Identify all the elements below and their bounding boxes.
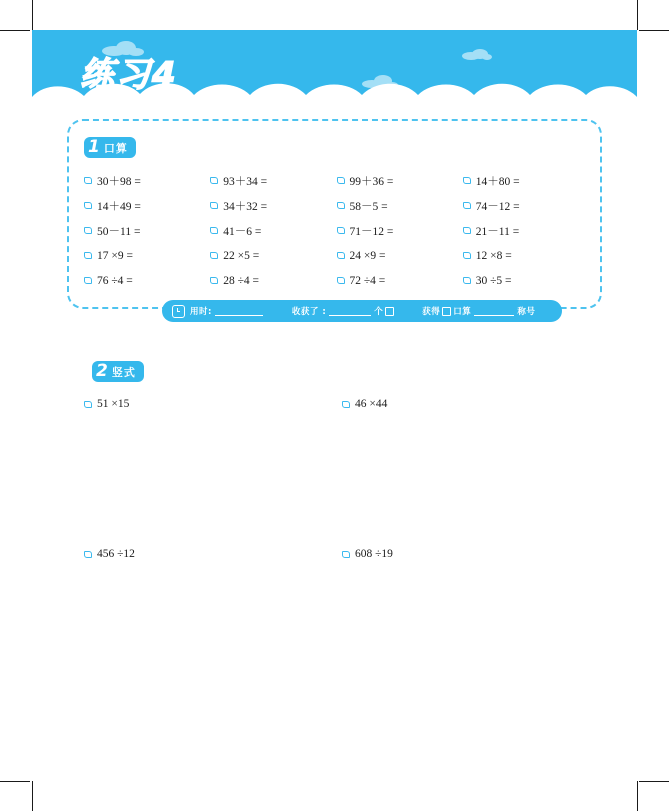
problem-text: 608 ÷19 — [355, 548, 393, 560]
problem-text: 456 ÷12 — [97, 548, 135, 560]
unit-1-label: 个 — [374, 307, 384, 317]
checkbox-tag-icon[interactable] — [84, 177, 92, 184]
problem-text: 30＋98 = — [97, 175, 141, 188]
problem-item[interactable] — [84, 548, 135, 560]
crop-mark — [32, 0, 33, 30]
section-badge-2 — [92, 361, 144, 382]
crop-mark — [32, 781, 33, 811]
problem-text: 12 ×8 = — [475, 249, 512, 262]
worksheet-page — [32, 30, 637, 782]
section-label: 口算 — [103, 141, 128, 155]
checkbox-tag-icon[interactable] — [337, 252, 345, 259]
checkbox-tag-icon[interactable] — [84, 227, 92, 234]
problem-text: 21－11 = — [475, 225, 520, 238]
problem-text: 34＋32 = — [223, 200, 268, 213]
checkbox-tag-icon[interactable] — [210, 277, 218, 284]
problem-item[interactable] — [337, 218, 463, 243]
problem-item[interactable] — [210, 243, 336, 268]
section-number: 2 — [96, 361, 108, 381]
problem-item[interactable] — [210, 268, 336, 293]
checkbox-tag-icon[interactable] — [337, 227, 345, 234]
crop-mark — [637, 781, 638, 811]
checkbox-tag-icon[interactable] — [337, 202, 345, 209]
checkbox-tag-icon[interactable] — [84, 551, 92, 558]
correct-field[interactable] — [292, 305, 396, 317]
time-label: 用时: — [190, 307, 212, 317]
problem-text: 30 ÷5 = — [475, 274, 512, 287]
section-badge-1 — [84, 137, 136, 158]
rank-blank[interactable] — [474, 306, 514, 316]
section-number: 1 — [88, 137, 100, 157]
problem-text: 14＋49 = — [97, 200, 141, 213]
crop-mark — [639, 781, 669, 782]
checkbox-tag-icon[interactable] — [210, 202, 218, 209]
checkbox-tag-icon[interactable] — [463, 202, 471, 209]
checkbox-tag-icon[interactable] — [342, 551, 350, 558]
crop-mark — [0, 781, 30, 782]
checkbox-tag-icon[interactable] — [210, 227, 218, 234]
crop-mark — [637, 0, 638, 30]
reward-label: 获得 — [422, 307, 441, 317]
problem-item[interactable] — [337, 193, 463, 218]
problem-text: 58－5 = — [349, 200, 388, 213]
problem-item[interactable] — [210, 218, 336, 243]
problem-text: 51 ×15 — [97, 398, 130, 410]
problem-text: 50－11 = — [97, 225, 141, 238]
checkbox-tag-icon[interactable] — [463, 277, 471, 284]
cloud-icon — [462, 48, 492, 60]
reward-item-label: 口算 — [453, 307, 472, 317]
problem-item[interactable] — [463, 168, 589, 193]
problem-text: 14＋80 = — [475, 175, 520, 188]
problem-item[interactable] — [463, 218, 589, 243]
checkbox-tag-icon[interactable] — [342, 401, 350, 408]
problem-text: 17 ×9 = — [97, 249, 133, 262]
page-title — [80, 46, 280, 98]
problem-text: 72 ÷4 = — [349, 274, 386, 287]
checkbox-tag-icon[interactable] — [84, 252, 92, 259]
time-blank[interactable] — [215, 306, 263, 316]
checkbox-tag-icon[interactable] — [84, 401, 92, 408]
problem-item[interactable] — [84, 218, 210, 243]
checkbox-tag-icon[interactable] — [463, 252, 471, 259]
checkbox-tag-icon[interactable] — [210, 252, 218, 259]
checkbox-tag-icon[interactable] — [210, 177, 218, 184]
checkbox-tag-icon[interactable] — [463, 177, 471, 184]
problem-item[interactable] — [463, 193, 589, 218]
crop-mark — [639, 30, 669, 31]
checkbox-tag-icon[interactable] — [84, 202, 92, 209]
problem-item[interactable] — [342, 548, 393, 560]
problem-text: 93＋34 = — [223, 175, 268, 188]
checkbox-tag-icon[interactable] — [84, 277, 92, 284]
problem-item[interactable] — [84, 268, 210, 293]
problem-item[interactable] — [84, 398, 129, 410]
problem-item[interactable] — [210, 168, 336, 193]
problem-item[interactable] — [84, 193, 210, 218]
reward-field[interactable] — [422, 305, 535, 317]
checkbox-tag-icon[interactable] — [337, 177, 345, 184]
problem-text: 99＋36 = — [349, 175, 394, 188]
problem-text: 28 ÷4 = — [223, 274, 260, 287]
checkbox-tag-icon[interactable] — [463, 227, 471, 234]
time-field[interactable] — [190, 305, 266, 317]
oral-problem-grid — [84, 168, 589, 293]
problem-item[interactable] — [337, 243, 463, 268]
correct-blank[interactable] — [329, 306, 371, 316]
problem-text: 71－12 = — [349, 225, 394, 238]
problem-item[interactable] — [337, 168, 463, 193]
problem-text: 76 ÷4 = — [97, 274, 133, 287]
problem-item[interactable] — [463, 243, 589, 268]
problem-text: 22 ×5 = — [223, 249, 260, 262]
checkbox-tag-icon[interactable] — [337, 277, 345, 284]
score-footer-bar — [162, 300, 562, 322]
crop-mark — [0, 30, 30, 31]
problem-item[interactable] — [463, 268, 589, 293]
problem-text: 74－12 = — [475, 200, 520, 213]
correct-label: 收获了 : — [291, 307, 327, 317]
problem-item[interactable] — [84, 243, 210, 268]
page-title-text: 练习4 — [80, 55, 178, 95]
problem-item[interactable] — [84, 168, 210, 193]
problem-item[interactable] — [342, 398, 387, 410]
problem-item[interactable] — [337, 268, 463, 293]
section-label: 竖式 — [111, 365, 136, 379]
page-header-banner — [32, 30, 637, 102]
square-icon — [442, 307, 451, 316]
problem-text: 46 ×44 — [355, 398, 388, 410]
problem-text: 41－6 = — [223, 225, 262, 238]
clock-icon — [172, 305, 185, 318]
problem-text: 24 ×9 = — [349, 249, 386, 262]
square-icon — [385, 307, 394, 316]
problem-item[interactable] — [210, 193, 336, 218]
rank-label: 称号 — [517, 307, 536, 317]
